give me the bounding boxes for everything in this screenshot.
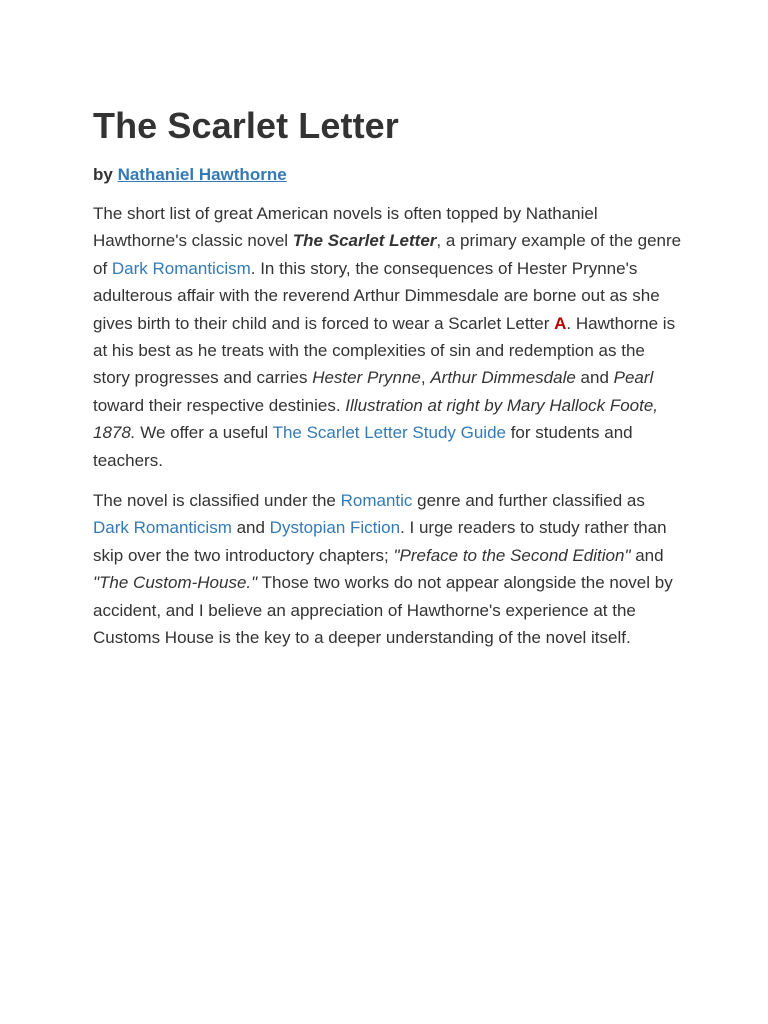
byline (93, 163, 683, 187)
dark-romanticism-link[interactable]: Dark Romanticism (111, 258, 251, 278)
paragraph-classification (93, 487, 683, 651)
article (93, 104, 683, 652)
text-run: and (575, 368, 614, 388)
character-hester: Hester Prynne (312, 368, 421, 388)
text-run: The novel is classified under the (93, 491, 341, 511)
author-link[interactable]: Nathaniel Hawthorne (117, 165, 287, 184)
paragraph-intro (93, 200, 683, 474)
page-title: The Scarlet Letter (93, 105, 399, 146)
text-run: . In this story, the consequences of Hester Prynne's adulterous affair with the reverend Arthur Dimmesdale are borne out as she gives birth to their child and is forced to wear a Scarlet Letter (93, 258, 660, 333)
scarlet-letter-a: A (554, 313, 567, 333)
chapter-custom-house: "The Custom-House." (93, 573, 258, 593)
text-run: We offer a useful (135, 423, 273, 443)
character-arthur: Arthur Dimmesdale (430, 368, 576, 388)
novel-title: The Scarlet Letter (292, 231, 437, 251)
text-run: . I urge readers to study rather than skip over the two introductory chapters; (93, 518, 667, 565)
text-run: Those two works do not appear alongside the novel by accident, and I believe an appreciation of Hawthorne's experience at the Customs House is the key to a deeper understanding of the novel itself. (93, 573, 673, 648)
character-pearl: Pearl (613, 368, 654, 388)
text-run: for students and teachers. (93, 423, 633, 470)
text-run: , a primary example of the genre of (93, 231, 682, 278)
study-guide-link[interactable]: The Scarlet Letter Study Guide (272, 423, 506, 443)
chapter-preface: "Preface to the Second Edition" (393, 545, 631, 565)
text-run: . Hawthorne is at his best as he treats with the complexities of sin and redemption as the story progresses and carries (93, 313, 676, 388)
text-run: genre and further classified as (412, 491, 645, 511)
illustration-credit: Illustration at right by Mary Hallock Foote, 1878. (93, 395, 659, 443)
text-run: and (231, 518, 270, 538)
text-run: and (630, 545, 664, 565)
text-run: , (420, 368, 431, 388)
romantic-link[interactable]: Romantic (340, 491, 413, 511)
text-run: toward their respective destinies. (93, 395, 346, 415)
dystopian-fiction-link[interactable]: Dystopian Fiction (269, 518, 401, 538)
dark-romanticism-link-2[interactable]: Dark Romanticism (93, 518, 232, 538)
text-run: The short list of great American novels is often topped by Nathaniel Hawthorne's classic novel (93, 204, 598, 251)
byline-prefix: by (93, 165, 113, 184)
